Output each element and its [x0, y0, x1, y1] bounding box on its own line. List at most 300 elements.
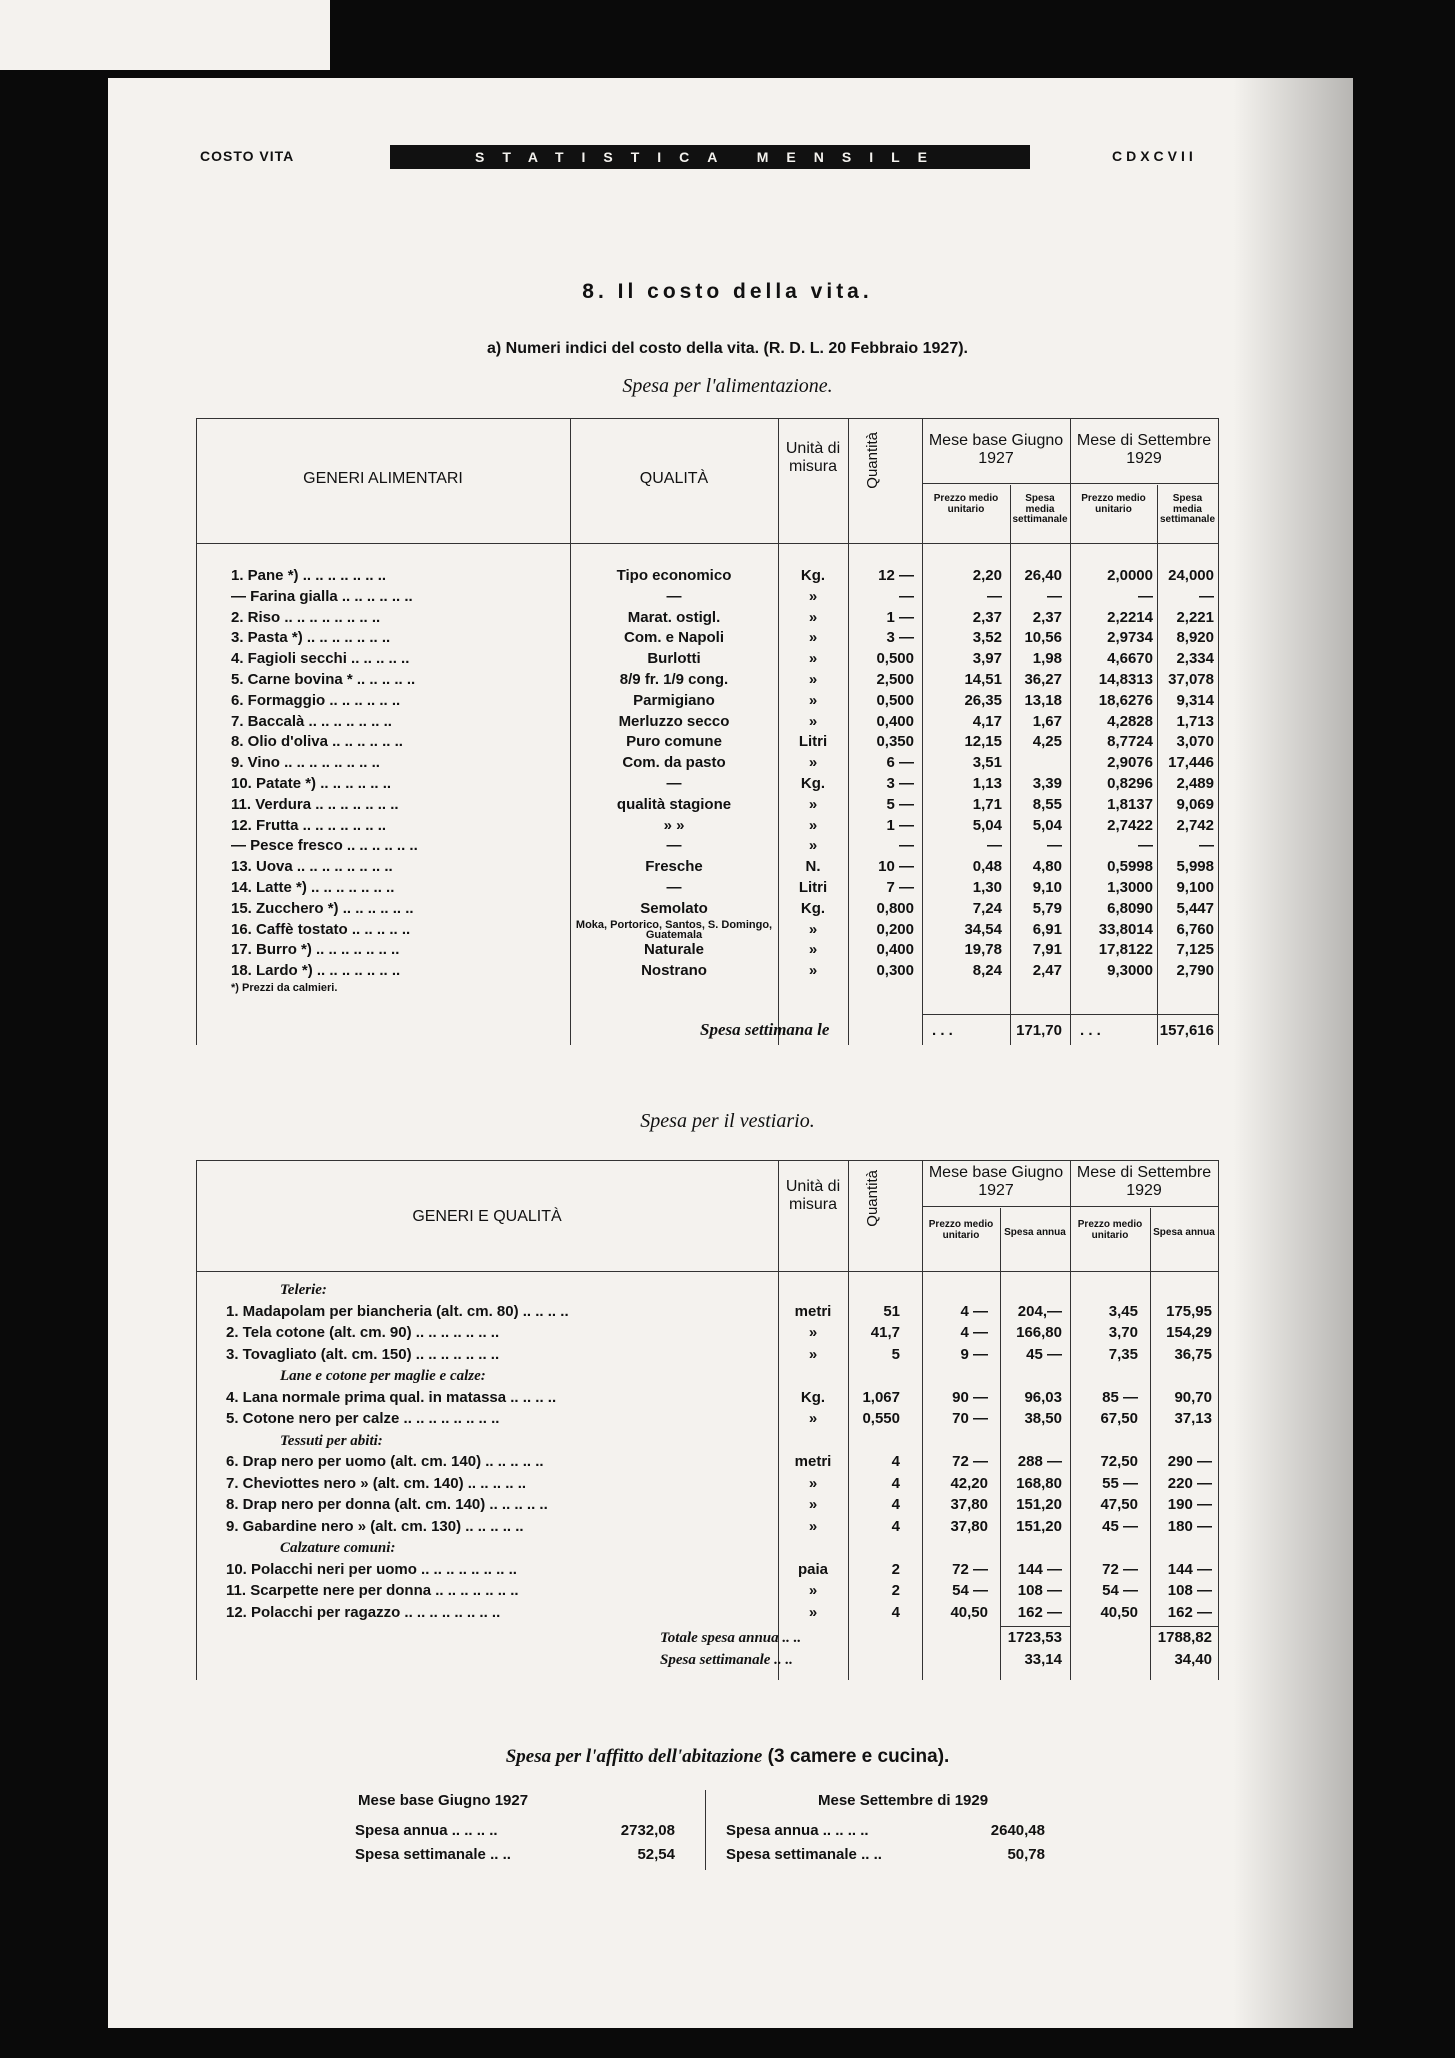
food-row-qualita: Fresche: [645, 858, 703, 876]
food-row: [0, 774, 1455, 794]
clothing-row-prezzo-current: 3,45: [1108, 1302, 1138, 1320]
food-row: [0, 795, 1455, 815]
page-number: CDXCVII: [1112, 148, 1197, 164]
food-row-quantita: 3 —: [886, 775, 914, 792]
clothing-row-name: 12. Polacchi per ragazzo .. .. .. .. .. .. .. ..: [226, 1603, 501, 1621]
food-row-spesa-base: 5,04: [1032, 816, 1062, 834]
food-row-spesa-current: 2,790: [1176, 962, 1214, 980]
food-row-prezzo-current: 17,8122: [1098, 941, 1153, 959]
food-row-quantita: 0,400: [876, 712, 914, 730]
clothing-row-unita: »: [808, 1410, 818, 1427]
clothing-row-unita: »: [808, 1603, 818, 1621]
clothing-row-prezzo-current: 55 —: [1102, 1474, 1138, 1492]
rent-right-weekly: 50,78: [1007, 1846, 1045, 1863]
food-row: [0, 836, 1455, 856]
food-row-prezzo-base: 3,52: [972, 629, 1002, 647]
food-row-unita: »: [808, 691, 818, 709]
clothing-row-prezzo-current: 72,50: [1100, 1453, 1138, 1470]
food-row-spesa-base: 4,25: [1032, 733, 1062, 751]
food-row-qualita: Marat. ostigl.: [627, 608, 721, 626]
food-row-name: 3. Pasta *) .. .. .. .. .. .. ..: [231, 629, 391, 647]
clothing-row-prezzo-current: 54 —: [1102, 1582, 1138, 1599]
clothing-row-quantita: 41,7: [870, 1324, 900, 1341]
food-row-prezzo-base: 2,37: [972, 608, 1002, 626]
clothing-row-unita: »: [808, 1517, 818, 1535]
clothing-row-spesa-base: 108 —: [1017, 1582, 1062, 1599]
food-row: [0, 899, 1455, 919]
clothing-row-spesa-base: 151,20: [1016, 1496, 1062, 1513]
food-row: [0, 961, 1455, 981]
food-row-spesa-current: 37,078: [1168, 671, 1214, 688]
food-row-prezzo-base: 4,17: [972, 712, 1002, 730]
clothing-row-quantita: 4: [891, 1517, 900, 1535]
clothing-row-name: 1. Madapolam per biancheria (alt. cm. 80) .. .. .. ..: [226, 1302, 569, 1320]
clothing-total-annual-base: 1723,53: [1007, 1629, 1062, 1646]
food-row-quantita: 1 —: [886, 816, 914, 834]
clothing-row-quantita: 4: [891, 1474, 900, 1492]
food-row-unita: Litri: [798, 733, 828, 751]
clothing-row: [0, 1345, 1455, 1365]
food-row-spesa-base: 36,27: [1024, 671, 1062, 688]
food-row: [0, 608, 1455, 628]
food-row-qualita: —: [666, 775, 682, 792]
food-row-spesa-current: —: [1199, 587, 1214, 605]
clothing-header-quantita: Quantità: [864, 1170, 881, 1227]
food-header-prezzo-current: Prezzo medio unitario: [1081, 493, 1146, 515]
food-row-prezzo-base: 2,20: [972, 567, 1002, 584]
clothing-row-spesa-current: 108 —: [1167, 1582, 1212, 1599]
food-row: [0, 628, 1455, 648]
clothing-row-quantita: 5: [891, 1345, 900, 1363]
food-row-name: 2. Riso .. .. .. .. .. .. .. ..: [231, 608, 381, 626]
food-row: [0, 712, 1455, 732]
food-row-prezzo-current: 2,0000: [1107, 567, 1153, 584]
food-row-spesa-current: 2,489: [1176, 775, 1214, 792]
clothing-row-prezzo-current: 40,50: [1100, 1603, 1138, 1621]
rent-caption-rest: (3 camere e cucina).: [767, 1746, 950, 1767]
clothing-row-quantita: 2: [891, 1560, 900, 1578]
food-row-unita: »: [808, 837, 818, 855]
food-row-prezzo-current: 2,2214: [1107, 608, 1153, 626]
food-row-spesa-current: 24,000: [1168, 567, 1214, 584]
clothing-header-generi: GENERI E QUALITÀ: [412, 1208, 562, 1225]
clothing-row-quantita: 0,550: [862, 1410, 900, 1427]
food-row-name: 12. Frutta .. .. .. .. .. .. ..: [231, 816, 387, 834]
food-header-spesa-base: Spesa media settimanale: [1012, 493, 1068, 525]
clothing-row-quantita: 51: [883, 1302, 900, 1320]
clothing-row-quantita: 4: [891, 1603, 900, 1621]
clothing-row-prezzo-base: 54 —: [952, 1582, 988, 1599]
food-row-qualita: Burlotti: [647, 650, 701, 668]
food-row-prezzo-current: 6,8090: [1107, 899, 1153, 917]
rent-right-annual: 2640,48: [990, 1822, 1045, 1839]
clothing-row: [0, 1474, 1455, 1494]
clothing-row-spesa-base: 162 —: [1017, 1603, 1062, 1621]
food-row-prezzo-current: 18,6276: [1098, 691, 1153, 709]
food-row-unita: »: [808, 920, 818, 938]
clothing-row-prezzo-base: 9 —: [960, 1345, 988, 1363]
clothing-row: [0, 1388, 1455, 1408]
food-row-name: 5. Carne bovina * .. .. .. .. ..: [231, 671, 416, 688]
clothing-row-name: 9. Gabardine nero » (alt. cm. 130) .. .. .. .. ..: [226, 1517, 524, 1535]
food-row-name: 11. Verdura .. .. .. .. .. .. ..: [231, 795, 399, 813]
clothing-row: [0, 1603, 1455, 1623]
food-row-quantita: —: [899, 837, 914, 855]
clothing-group-title: Lane e cotone per maglie e calze:: [280, 1368, 486, 1384]
food-row-spesa-base: —: [1047, 837, 1062, 855]
clothing-row-prezzo-base: 40,50: [950, 1603, 988, 1621]
clothing-row-prezzo-current: 47,50: [1100, 1496, 1138, 1513]
food-row-spesa-base: 2,37: [1032, 608, 1062, 626]
clothing-row-prezzo-current: 3,70: [1108, 1324, 1138, 1341]
food-row-name: 17. Burro *) .. .. .. .. .. .. ..: [231, 941, 400, 959]
clothing-row: [0, 1409, 1455, 1429]
clothing-row-spesa-current: 290 —: [1167, 1453, 1212, 1470]
food-row-name: — Farina gialla .. .. .. .. .. ..: [231, 587, 413, 605]
food-row-prezzo-current: 8,7724: [1107, 733, 1153, 751]
page-sheet: [108, 78, 1353, 2028]
clothing-row-name: 7. Cheviottes nero » (alt. cm. 140) .. .. .. .. ..: [226, 1474, 527, 1492]
clothing-total-annual-current: 1788,82: [1157, 1629, 1212, 1646]
food-row-qualita: 8/9 fr. 1/9 cong.: [619, 671, 729, 688]
rent-left-title: Mese base Giugno 1927: [358, 1792, 529, 1809]
clothing-row-prezzo-base: 4 —: [960, 1302, 988, 1320]
food-row-prezzo-current: 9,3000: [1107, 962, 1153, 980]
food-row-spesa-base: 7,91: [1032, 941, 1062, 959]
food-row: [0, 857, 1455, 877]
clothing-group-title: Telerie:: [280, 1282, 327, 1298]
clothing-total-rule-current: [1150, 1626, 1218, 1627]
clothing-header-prezzo-base: Prezzo medio unitario: [928, 1219, 994, 1241]
rent-left-annual-label: Spesa annua .. .. .. ..: [355, 1822, 498, 1839]
food-row: [0, 940, 1455, 960]
food-row-qualita: Semolato: [640, 899, 708, 917]
food-row-spesa-base: 4,80: [1032, 858, 1062, 876]
clothing-row-unita: »: [808, 1324, 818, 1341]
clothing-row-unita: »: [808, 1496, 818, 1513]
food-header-unita: Unità di misura: [785, 440, 841, 476]
food-row-name: 7. Baccalà .. .. .. .. .. .. ..: [231, 712, 392, 730]
food-row-unita: N.: [805, 858, 821, 876]
food-row-prezzo-base: 0,48: [972, 858, 1002, 876]
clothing-row-spesa-base: 204,—: [1017, 1302, 1062, 1320]
clothing-row-spesa-base: 151,20: [1016, 1517, 1062, 1535]
food-row-qualita: Puro comune: [626, 733, 722, 751]
food-subheader-rule: [922, 483, 1218, 484]
food-row-prezzo-base: 34,54: [964, 920, 1002, 938]
rent-right-weekly-label: Spesa settimanale .. ..: [726, 1846, 882, 1863]
clothing-row-name: 8. Drap nero per donna (alt. cm. 140) .. .. .. .. ..: [226, 1496, 548, 1513]
food-header-base: Mese base Giugno 1927: [928, 432, 1064, 468]
food-row: [0, 691, 1455, 711]
clothing-row: [0, 1323, 1455, 1343]
food-row-prezzo-base: 1,71: [972, 795, 1002, 813]
food-row-spesa-current: 2,742: [1176, 816, 1214, 834]
food-row-unita: »: [808, 608, 818, 626]
food-row-prezzo-current: 1,8137: [1107, 795, 1153, 813]
food-row-unita: »: [808, 587, 818, 605]
food-row-name: — Pesce fresco .. .. .. .. .. ..: [231, 837, 418, 855]
food-total-dots-current: . . .: [1080, 1022, 1101, 1039]
food-row-prezzo-base: 1,13: [972, 775, 1002, 792]
food-row-qualita: Com. e Napoli: [623, 629, 724, 647]
food-row-spesa-base: 8,55: [1032, 795, 1062, 813]
food-row-prezzo-current: 2,7422: [1107, 816, 1153, 834]
food-row-qualita: qualità stagione: [616, 795, 732, 813]
section-title: 8. Il costo della vita.: [582, 280, 873, 303]
clothing-row-name: 10. Polacchi neri per uomo .. .. .. .. .. .. .. ..: [226, 1560, 517, 1578]
clothing-row-prezzo-base: 4 —: [960, 1324, 988, 1341]
food-row-quantita: —: [899, 587, 914, 605]
food-row-name: 14. Latte *) .. .. .. .. .. .. ..: [231, 879, 395, 896]
food-row-qualita: Com. da pasto: [622, 754, 726, 772]
clothing-header-spesa-base: Spesa annua: [1004, 1227, 1066, 1238]
food-row-quantita: 6 —: [886, 754, 914, 772]
food-row-unita: »: [808, 941, 818, 959]
food-row-prezzo-base: 12,15: [964, 733, 1002, 751]
food-row-spesa-current: 3,070: [1176, 733, 1214, 751]
food-row-quantita: 1 —: [886, 608, 914, 626]
food-row-qualita: » »: [663, 816, 685, 834]
food-row-prezzo-current: 33,8014: [1098, 920, 1153, 938]
food-row-spesa-base: 9,10: [1032, 879, 1062, 896]
clothing-row-prezzo-base: 70 —: [952, 1410, 988, 1427]
clothing-row-prezzo-current: 72 —: [1102, 1560, 1138, 1578]
food-header-prezzo-base: Prezzo medio unitario: [933, 493, 999, 515]
food-footnote: *) Prezzi da calmieri.: [231, 982, 338, 994]
page-corner: [0, 0, 330, 70]
food-row-unita: »: [808, 962, 818, 980]
clothing-total-annual-label: Totale spesa annua .. ..: [660, 1630, 802, 1646]
food-row-spesa-current: 2,221: [1176, 608, 1214, 626]
food-row-unita: »: [808, 712, 818, 730]
food-row-spesa-base: 3,39: [1032, 775, 1062, 792]
rent-right-annual-label: Spesa annua .. .. .. ..: [726, 1822, 869, 1839]
food-row-spesa-current: 1,713: [1176, 712, 1214, 730]
food-row-quantita: 0,500: [876, 691, 914, 709]
clothing-row-prezzo-base: 72 —: [952, 1560, 988, 1578]
food-row-unita: Kg.: [800, 775, 826, 792]
food-row-qualita: Naturale: [643, 941, 705, 959]
clothing-row: [0, 1495, 1455, 1515]
food-row-spesa-current: 9,314: [1176, 691, 1214, 709]
food-row-prezzo-base: 3,97: [972, 650, 1002, 668]
food-row-quantita: 0,800: [876, 899, 914, 917]
food-row-qualita: Moka, Portorico, Santos, S. Domingo, Guatemala: [575, 918, 773, 941]
running-header-left: COSTO VITA: [200, 148, 295, 164]
clothing-row: [0, 1452, 1455, 1472]
clothing-row-prezzo-current: 7,35: [1108, 1345, 1138, 1363]
clothing-row-prezzo-base: 37,80: [950, 1496, 988, 1513]
clothing-row-spesa-current: 36,75: [1174, 1345, 1212, 1363]
food-row-unita: Kg.: [800, 899, 826, 917]
clothing-row-quantita: 2: [891, 1582, 900, 1599]
clothing-total-weekly-current: 34,40: [1174, 1650, 1212, 1668]
running-header-band: STATISTICA MENSILE: [390, 145, 1030, 169]
food-row-qualita: Merluzzo secco: [618, 712, 730, 730]
clothing-row-prezzo-base: 42,20: [950, 1474, 988, 1492]
food-row-spesa-current: 5,998: [1176, 858, 1214, 876]
food-row-unita: »: [808, 650, 818, 668]
food-row-unita: »: [808, 671, 818, 688]
clothing-row-spesa-current: 37,13: [1174, 1410, 1212, 1427]
clothing-row-name: 11. Scarpette nere per donna .. .. .. .. .. .. ..: [226, 1582, 519, 1599]
clothing-row-unita: »: [808, 1474, 818, 1492]
clothing-row-spesa-current: 154,29: [1166, 1324, 1212, 1341]
clothing-row-prezzo-current: 85 —: [1102, 1388, 1138, 1406]
food-row-quantita: 0,200: [876, 920, 914, 938]
rent-left-annual: 2732,08: [620, 1822, 675, 1839]
clothing-row-spesa-base: 288 —: [1017, 1453, 1062, 1470]
food-row-prezzo-base: 5,04: [972, 816, 1002, 834]
food-row-unita: Kg.: [800, 567, 826, 584]
clothing-subheader-rule: [922, 1206, 1218, 1207]
clothing-header-base: Mese base Giugno 1927: [928, 1164, 1064, 1200]
food-row-spesa-current: 9,069: [1176, 795, 1214, 813]
food-row-spesa-base: 26,40: [1024, 567, 1062, 584]
clothing-group-title: Calzature comuni:: [280, 1540, 396, 1556]
food-row-prezzo-base: 14,51: [964, 671, 1002, 688]
food-row-name: 10. Patate *) .. .. .. .. .. ..: [231, 775, 392, 792]
food-total-current: 157,616: [1159, 1022, 1214, 1039]
food-row-prezzo-base: —: [987, 837, 1002, 855]
clothing-row-quantita: 4: [891, 1496, 900, 1513]
food-row: [0, 566, 1455, 586]
food-row-name: 1. Pane *) .. .. .. .. .. .. ..: [231, 567, 387, 584]
clothing-row-spesa-base: 144 —: [1017, 1560, 1062, 1578]
food-row-unita: »: [808, 816, 818, 834]
food-header-spesa-current: Spesa media settimanale: [1159, 493, 1216, 525]
clothing-row-name: 2. Tela cotone (alt. cm. 90) .. .. .. .. .. .. ..: [226, 1324, 500, 1341]
clothing-row-spesa-base: 96,03: [1024, 1388, 1062, 1406]
food-row-quantita: 5 —: [886, 795, 914, 813]
food-row-prezzo-current: 14,8313: [1098, 671, 1153, 688]
food-row-quantita: 0,300: [876, 962, 914, 980]
clothing-row-prezzo-current: 45 —: [1102, 1517, 1138, 1535]
food-row-quantita: 3 —: [886, 629, 914, 647]
food-row-prezzo-current: 4,2828: [1107, 712, 1153, 730]
clothing-row-spesa-current: 190 —: [1167, 1496, 1212, 1513]
clothing-row: [0, 1302, 1455, 1322]
food-row-spesa-base: 10,56: [1024, 629, 1062, 647]
food-row-prezzo-base: 19,78: [964, 941, 1002, 959]
food-row-spesa-base: 13,18: [1024, 691, 1062, 709]
food-row-unita: Litri: [798, 879, 828, 896]
food-row-quantita: 0,350: [876, 733, 914, 751]
food-row: [0, 878, 1455, 898]
food-row-name: 6. Formaggio .. .. .. .. .. ..: [231, 691, 401, 709]
clothing-row-spesa-current: 162 —: [1167, 1603, 1212, 1621]
clothing-row-quantita: 1,067: [862, 1388, 900, 1406]
food-header-current: Mese di Settembre 1929: [1076, 432, 1212, 468]
food-row-spesa-current: 2,334: [1176, 650, 1214, 668]
clothing-row-quantita: 4: [891, 1453, 900, 1470]
food-row-prezzo-current: —: [1138, 837, 1153, 855]
food-row-qualita: Parmigiano: [633, 691, 715, 709]
food-row-unita: »: [808, 629, 818, 647]
clothing-header-current: Mese di Settembre 1929: [1076, 1164, 1212, 1200]
clothing-row: [0, 1560, 1455, 1580]
clothing-row-spesa-base: 168,80: [1016, 1474, 1062, 1492]
food-row: [0, 732, 1455, 752]
clothing-row-name: 5. Cotone nero per calze .. .. .. .. .. .. .. ..: [226, 1410, 500, 1427]
rent-caption: [0, 1746, 1455, 1768]
food-total-rule: [922, 1014, 1218, 1015]
clothing-row-unita: »: [808, 1345, 818, 1363]
clothing-row-prezzo-base: 37,80: [950, 1517, 988, 1535]
food-row-quantita: 12 —: [878, 567, 914, 584]
food-row-prezzo-base: 3,51: [972, 754, 1002, 772]
food-row-prezzo-current: 2,9734: [1107, 629, 1153, 647]
clothing-row-spesa-current: 175,95: [1166, 1302, 1212, 1320]
food-row-qualita: Tipo economico: [616, 567, 732, 584]
clothing-row-prezzo-base: 90 —: [952, 1388, 988, 1406]
food-row-quantita: 2,500: [876, 671, 914, 688]
rent-right-title: Mese Settembre di 1929: [818, 1792, 989, 1809]
food-total-base: 171,70: [1016, 1022, 1062, 1039]
rent-left-weekly-label: Spesa settimanale .. ..: [355, 1846, 511, 1863]
food-row-prezzo-current: 0,8296: [1107, 775, 1153, 792]
food-total-dots-base: . . .: [932, 1022, 953, 1039]
clothing-header-unita: Unità di misura: [785, 1178, 841, 1214]
food-row: [0, 920, 1455, 940]
food-row-spesa-current: 8,920: [1176, 629, 1214, 647]
food-row: [0, 670, 1455, 690]
food-row-prezzo-current: 0,5998: [1107, 858, 1153, 876]
food-row-spesa-base: 6,91: [1032, 920, 1062, 938]
food-row: [0, 587, 1455, 607]
clothing-row-spesa-current: 220 —: [1167, 1474, 1212, 1492]
food-row: [0, 816, 1455, 836]
food-row-name: 13. Uova .. .. .. .. .. .. .. ..: [231, 858, 393, 876]
food-row-prezzo-base: 1,30: [972, 879, 1002, 896]
food-row-qualita: —: [666, 587, 682, 605]
clothing-row-unita: metri: [794, 1453, 832, 1470]
food-row-spesa-base: 5,79: [1032, 899, 1062, 917]
clothing-row-spesa-current: 144 —: [1167, 1560, 1212, 1578]
clothing-header-prezzo-current: Prezzo medio unitario: [1077, 1219, 1143, 1241]
food-row-prezzo-current: 1,3000: [1107, 879, 1153, 896]
food-row-spesa-current: 5,447: [1176, 899, 1214, 917]
food-row-prezzo-base: 26,35: [964, 691, 1002, 709]
food-row-prezzo-base: —: [987, 587, 1002, 605]
food-row-quantita: 0,400: [876, 941, 914, 959]
food-header-quantita: Quantità: [864, 432, 881, 489]
food-row-quantita: 10 —: [878, 858, 914, 876]
food-row-quantita: 0,500: [876, 650, 914, 668]
clothing-row-unita: metri: [794, 1302, 832, 1320]
food-row-spesa-current: 7,125: [1176, 941, 1214, 959]
clothing-row-unita: Kg.: [800, 1388, 826, 1406]
food-row-spesa-current: 6,760: [1176, 920, 1214, 938]
food-row-name: 9. Vino .. .. .. .. .. .. .. ..: [231, 754, 380, 772]
clothing-header-spesa-current: Spesa annua: [1153, 1227, 1215, 1238]
food-row-spesa-current: 9,100: [1176, 879, 1214, 896]
rent-divider: [705, 1790, 706, 1870]
clothing-row-spesa-current: 180 —: [1167, 1517, 1212, 1535]
food-row-name: 15. Zucchero *) .. .. .. .. .. ..: [231, 899, 414, 917]
food-row-spesa-base: 1,67: [1032, 712, 1062, 730]
food-row-qualita: Nostrano: [641, 962, 707, 980]
food-row-name: 16. Caffè tostato .. .. .. .. ..: [231, 920, 411, 938]
food-header-generi: GENERI ALIMENTARI: [303, 470, 463, 487]
food-row-name: 18. Lardo *) .. .. .. .. .. .. ..: [231, 962, 401, 980]
food-row-spesa-current: 17,446: [1168, 754, 1214, 772]
food-row-spesa-base: —: [1047, 587, 1062, 605]
clothing-row: [0, 1517, 1455, 1537]
food-row: [0, 753, 1455, 773]
food-row-quantita: 7 —: [886, 879, 914, 896]
